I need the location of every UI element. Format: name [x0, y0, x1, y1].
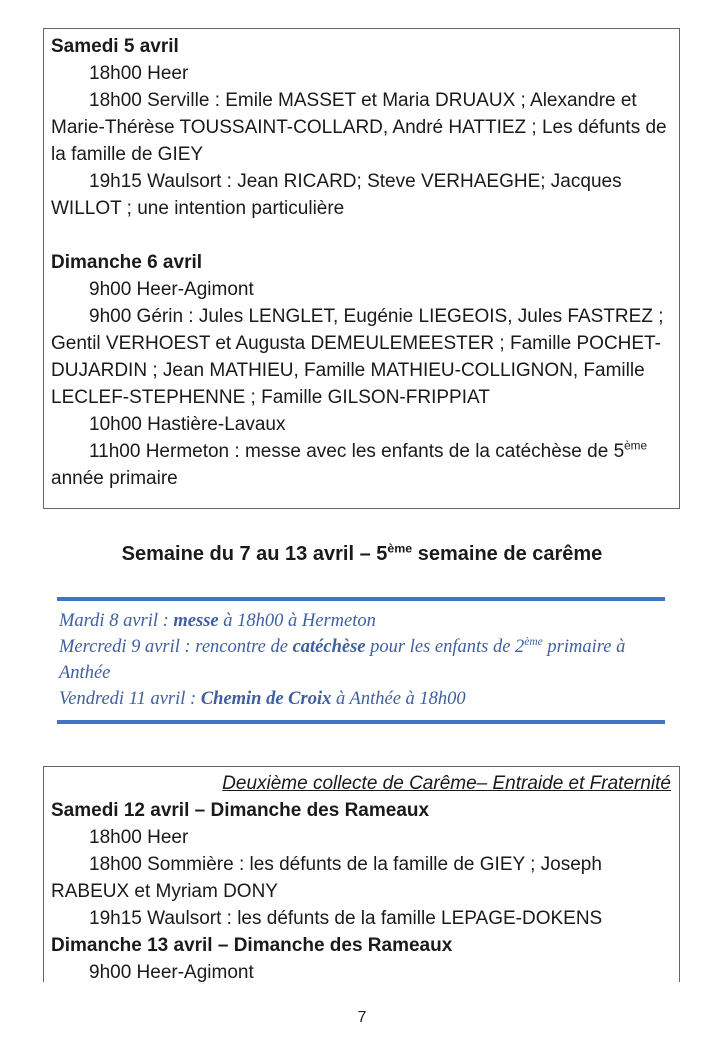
day-heading: Dimanche 6 avril [51, 252, 203, 273]
schedule-box-april-12-13 [43, 766, 680, 982]
event-line: Mercredi 9 avril : rencontre de catéchèse pour les enfants de 2ème primaire à Anthée [59, 635, 626, 683]
schedule-line: 9h00 Heer-Agimont [89, 962, 254, 982]
schedule-line: 11h00 Hermeton : messe avec les enfants de la catéchèse de 5ème année primaire [51, 439, 648, 489]
weekday-events-section [57, 597, 665, 724]
schedule-paragraphs-april-5-6 [51, 33, 671, 492]
day-heading: Dimanche 13 avril – Dimanche des Rameaux [51, 935, 453, 956]
schedule-line: 9h00 Heer-Agimont [89, 279, 254, 300]
collecte-header: Deuxième collecte de Carême– Entraide et Fraternité [222, 773, 671, 794]
schedule-line: 18h00 Heer [89, 63, 189, 84]
schedule-line: 19h15 Waulsort : Jean RICARD; Steve VERHAEGHE; Jacques WILLOT ; une intention particulière [51, 171, 622, 219]
schedule-paragraphs-april-12-13 [51, 797, 671, 982]
schedule-line: 10h00 Hastière-Lavaux [89, 414, 286, 435]
weekday-event-lines [57, 601, 665, 720]
day-heading: Samedi 5 avril [51, 36, 179, 57]
blank-line [51, 222, 671, 249]
page-number: 7 [357, 1009, 367, 1026]
week-heading: Semaine du 7 au 13 avril – 5ème semaine de carême [121, 541, 603, 565]
schedule-line: 18h00 Heer [89, 827, 189, 848]
schedule-line: 19h15 Waulsort : les défunts de la famille LEPAGE-DOKENS [89, 908, 603, 929]
bulletin-page [0, 28, 724, 1026]
schedule-line: 18h00 Sommière : les défunts de la famille de GIEY ; Joseph RABEUX et Myriam DONY [51, 854, 602, 902]
schedule-line: 9h00 Gérin : Jules LENGLET, Eugénie LIEGEOIS, Jules FASTREZ ; Gentil VERHOEST et Augusta DEMEULEMEESTER ; Famille POCHET-DUJARDIN ; Jean MATHIEU, Famille MATHIEU-COLLIGNON, Famille LECLEF-STEPHENNE ; Famille GILSON-FRIPPIAT [51, 306, 664, 408]
bottom-rule [57, 720, 665, 724]
day-heading: Samedi 12 avril – Dimanche des Rameaux [51, 800, 430, 821]
schedule-line: 18h00 Serville : Emile MASSET et Maria DRUAUX ; Alexandre et Marie-Thérèse TOUSSAINT-COLLARD, André HATTIEZ ; Les défunts de la famille de GIEY [51, 90, 667, 165]
event-line: Vendredi 11 avril : Chemin de Croix à Anthée à 18h00 [59, 689, 466, 709]
schedule-box-april-5-6 [43, 28, 680, 509]
event-line: Mardi 8 avril : messe à 18h00 à Hermeton [59, 611, 376, 631]
